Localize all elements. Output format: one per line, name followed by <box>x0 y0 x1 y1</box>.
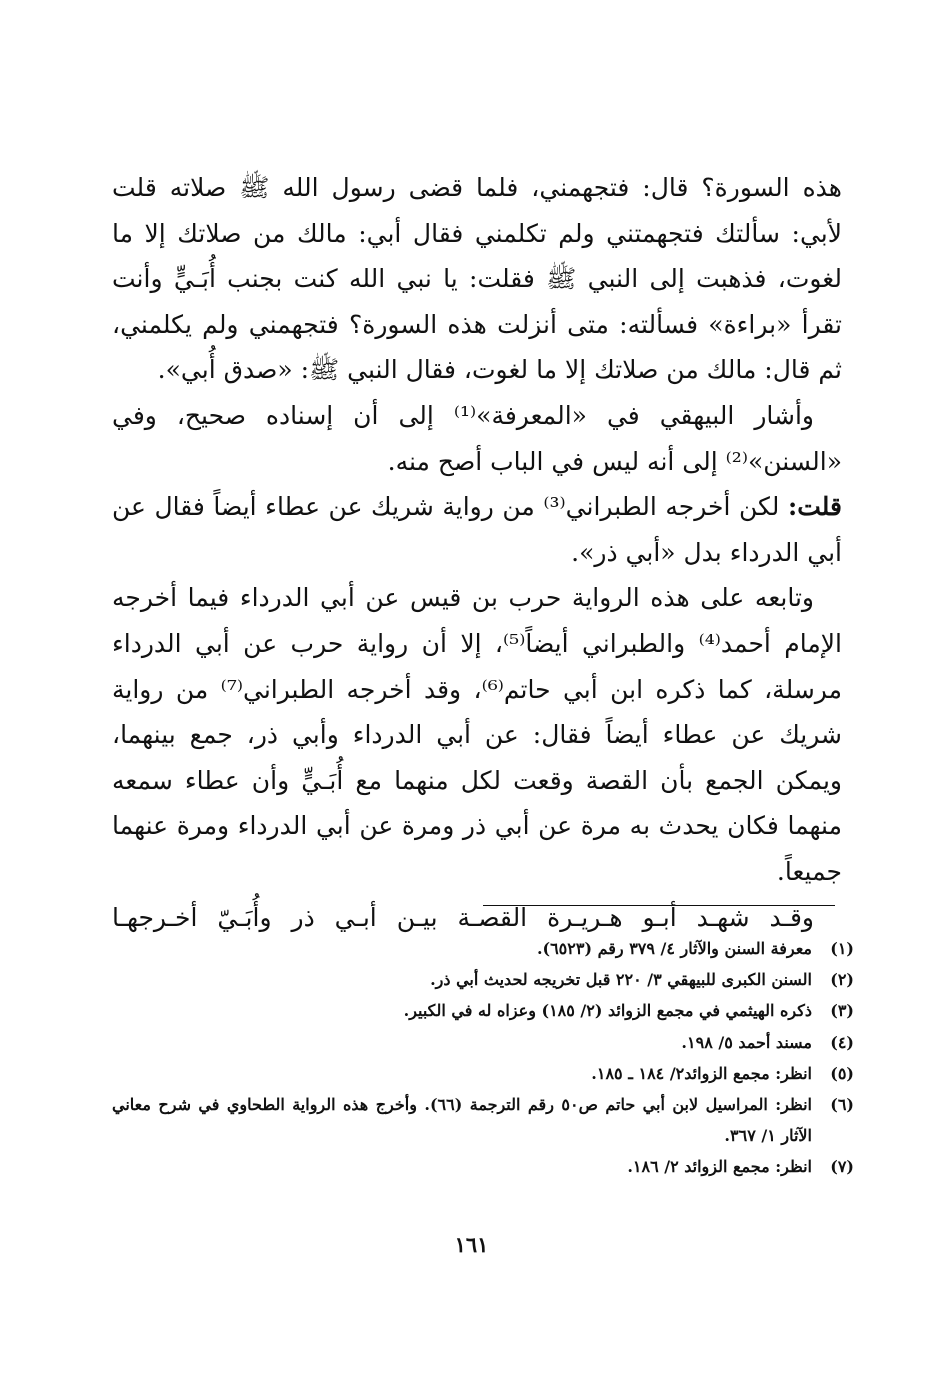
footnote-text: انظر: المراسيل لابن أبي حاتم ص٥٠ رقم الترجمة (٦٦). وأخرج هذه الرواية الطحاوي في شرح معاني الآثار ١/ ٣٦٧. <box>112 1095 812 1146</box>
footnote-item <box>112 1058 854 1089</box>
paragraph-3-text: لكن أخرجه الطبراني⁽³⁾ من رواية شريك عن عطاء أيضاً فقال عن أبي الدرداء بدل «أبي ذر». <box>112 492 842 567</box>
footnote-separator <box>483 905 835 906</box>
paragraph-3 <box>112 484 842 575</box>
footnote-text: السنن الكبرى للبيهقي ٣/ ٢٢٠ قبل تخريجه لحديث أبي ذر. <box>430 970 812 990</box>
paragraph-5: وقـد شهـد أبـو هـريـرة القصـة بيـن أبـي ذر وأُبَـيّ أخـرجهـا <box>112 902 814 932</box>
footnote-text: ذكره الهيثمي في مجمع الزوائد (٢/ ١٨٥) وعزاه له في الكبير. <box>403 1001 812 1021</box>
footnote-number: (٦) <box>830 1095 854 1115</box>
footnote-number: (٥) <box>830 1063 854 1083</box>
footnote-number: (٣) <box>830 1001 854 1021</box>
footnote-item <box>112 1151 854 1182</box>
footnote-item <box>112 1027 854 1058</box>
paragraph-4: وتابعه على هذه الرواية حرب بن قيس عن أبي الدرداء فيما أخرجه الإمام أحمد⁽⁴⁾ والطبراني أيضاً⁽⁵⁾، إلا أن رواية حرب عن أبي الدرداء مرسلة، كما ذكره ابن أبي حاتم⁽⁶⁾، وقد أخرجه الطبراني⁽⁷⁾ من رواية شريك عن عطاء أيضاً فقال: عن أبي الدرداء وأبي ذر، جمع بينهما، ويمكن الجمع بأن القصة وقعت لكل منهما مع أُبَـيٍّ وأن عطاء سمعه منهما فكان يحدث به مرة عن أبي ذر ومرة عن أبي الدرداء ومرة عنهما جميعاً. <box>112 583 842 886</box>
footnote-item <box>112 995 854 1026</box>
main-text <box>112 165 842 940</box>
qultu-label: قلت: <box>787 492 842 522</box>
footnote-text: معرفة السنن والآثار ٤/ ٣٧٩ رقم (٦٥٢٣). <box>536 939 812 958</box>
paragraph-2: وأشار البيهقي في «المعرفة»⁽¹⁾ إلى أن إسناده صحيح، وفي «السنن»⁽²⁾ إلى أنه ليس في الباب أصح منه. <box>112 400 842 476</box>
footnote-number: (٤) <box>830 1032 854 1052</box>
footnote-number: (٢) <box>830 970 854 990</box>
footnote-item <box>112 1089 854 1151</box>
paragraph-1: هذه السورة؟ قال: فتجهمني، فلما قضى رسول الله ﷺ صلاته قلت لأبي: سألتك فتجهمتني ولم تكلمني فقال أبي: مالك من صلاتك إلا ما لغوت، فذهبت إلى النبي ﷺ فقلت: يا نبي الله كنت بجنب أُبَـيٍّ وأنت تقرأ «براءة» فسألته: متى أنزلت هذه السورة؟ فتجهمني ولم يكلمني، ثم قال: مالك من صلاتك إلا ما لغوت، فقال النبي ﷺ: «صدق أُبي». <box>112 173 842 385</box>
page-number: ١٦١ <box>454 1232 489 1257</box>
footnote-number: (٧) <box>830 1157 854 1177</box>
footnote-text: انظر: مجمع الزوائد ٢/ ١٨٦. <box>627 1157 812 1177</box>
footnote-number: (١) <box>830 939 854 958</box>
footnote-text: انظر: مجمع الزوائد٢/ ١٨٤ ـ ١٨٥. <box>591 1063 812 1083</box>
footnote-text: مسند أحمد ٥/ ١٩٨. <box>681 1032 812 1052</box>
footnote-item <box>112 964 854 995</box>
footnotes-list <box>112 933 854 1183</box>
footnote-item <box>112 933 854 964</box>
